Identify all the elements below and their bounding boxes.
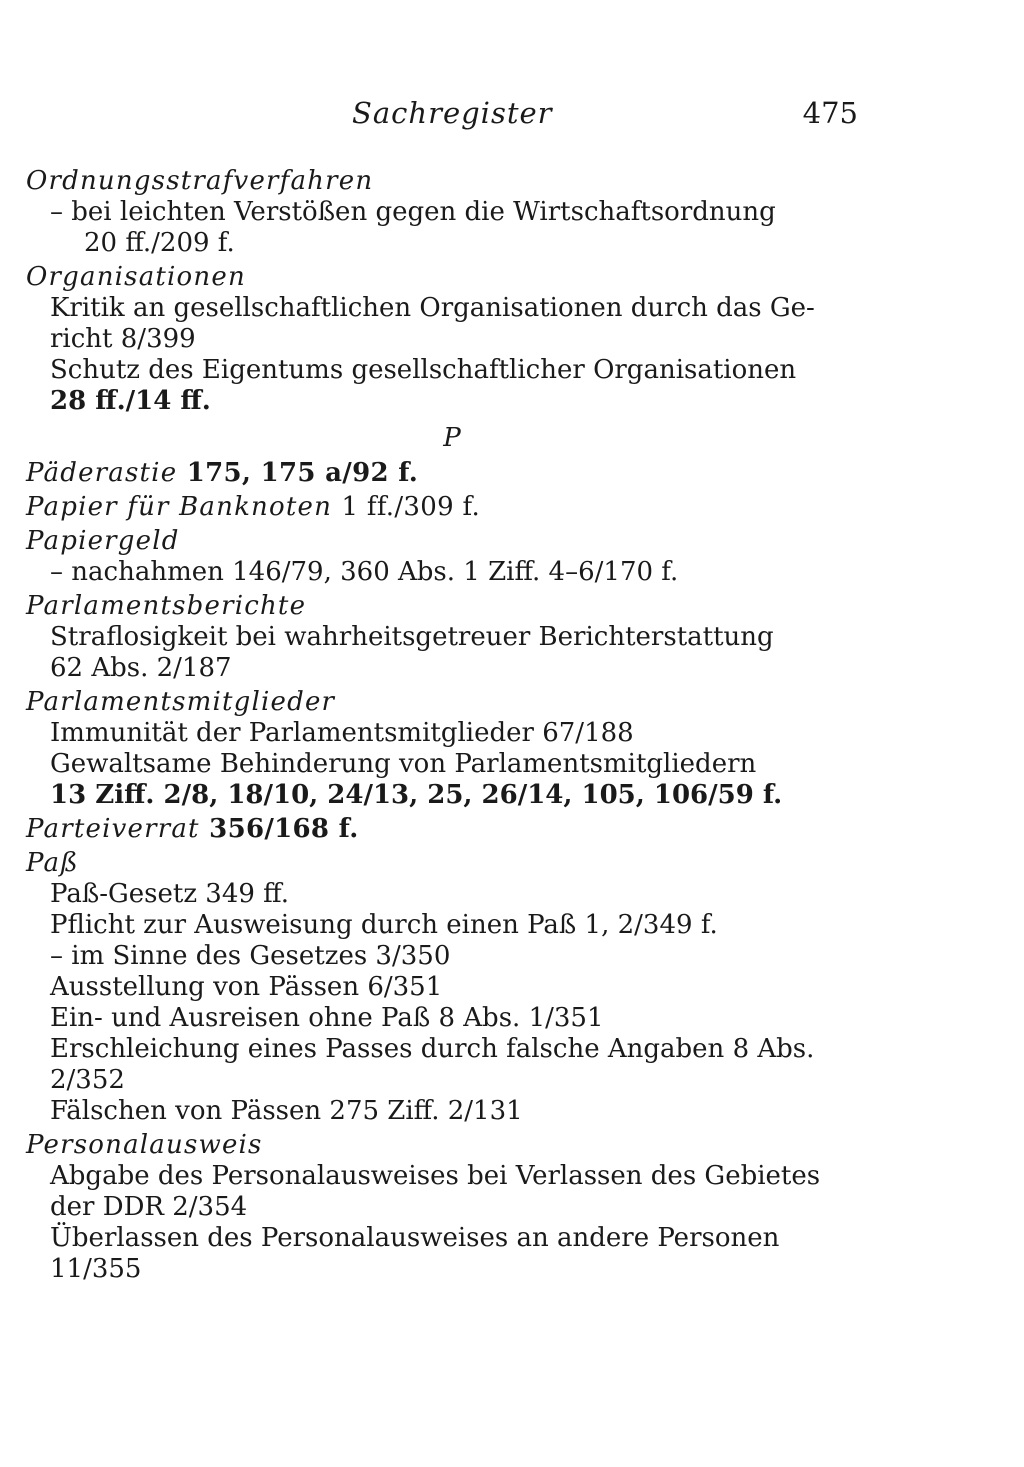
index-entry xyxy=(26,458,860,489)
index-body xyxy=(26,166,860,1288)
index-subentry: – bei leichten Verstößen gegen die Wirtschaftsordnung xyxy=(50,197,776,227)
index-subentry: 62 Abs. 2/187 xyxy=(50,653,232,683)
index-subentry: Gewaltsame Behinderung von Parlamentsmitgliedern xyxy=(50,749,757,779)
index-entry xyxy=(26,687,860,811)
index-reference: 175, 175 a/92 f. xyxy=(186,458,419,488)
index-term-line xyxy=(26,458,860,489)
index-entry xyxy=(26,814,860,845)
index-subentry: – im Sinne des Gesetzes 3/350 xyxy=(50,941,451,971)
index-subentry: 20 ff./209 f. xyxy=(84,228,235,258)
index-subentry: Fälschen von Pässen 275 Ziff. 2/131 xyxy=(50,1096,523,1126)
index-subentry: Überlassen des Personalausweises an andere Personen xyxy=(50,1223,780,1253)
index-subentry: Kritik an gesellschaftlichen Organisationen durch das Ge- xyxy=(50,293,815,323)
index-term: Parlamentsmitglieder xyxy=(26,687,336,717)
index-entry xyxy=(26,1130,860,1285)
index-subentry: Erschleichung eines Passes durch falsche Angaben 8 Abs. xyxy=(50,1034,815,1064)
index-term-line xyxy=(26,814,860,845)
index-entry xyxy=(26,848,860,1127)
index-subentry: Immunität der Parlamentsmitglieder 67/188 xyxy=(50,718,634,748)
index-term: Papiergeld xyxy=(26,526,180,556)
running-head: Sachregister xyxy=(352,96,553,130)
index-subentry: Ausstellung von Pässen 6/351 xyxy=(50,972,443,1002)
index-term: Papier für Banknoten xyxy=(26,492,333,522)
index-term: Parteiverrat xyxy=(26,814,200,844)
index-entry xyxy=(26,166,860,259)
index-term: Päderastie xyxy=(26,458,178,488)
index-reference: 356/168 f. xyxy=(209,814,359,844)
index-entry xyxy=(26,591,860,684)
index-subentry: Pflicht zur Ausweisung durch einen Paß 1, 2/349 f. xyxy=(50,910,718,940)
index-entry xyxy=(26,262,860,417)
index-subentry: 11/355 xyxy=(50,1254,142,1284)
page-header xyxy=(0,96,1024,144)
index-subentry: Abgabe des Personalausweises bei Verlassen des Gebietes xyxy=(50,1161,821,1191)
index-term: Organisationen xyxy=(26,262,246,292)
index-subentry: Schutz des Eigentums gesellschaftlicher Organisationen xyxy=(50,355,797,385)
index-subentry: 28 ff./14 ff. xyxy=(50,386,211,416)
index-entry xyxy=(26,492,860,523)
index-term-line xyxy=(26,492,860,523)
index-term: Paß xyxy=(26,848,79,878)
index-subentry: richt 8/399 xyxy=(50,324,196,354)
index-subentry: 13 Ziff. 2/8, 18/10, 24/13, 25, 26/14, 105, 106/59 f. xyxy=(50,780,783,810)
index-subentry: 2/352 xyxy=(50,1065,125,1095)
index-term: Ordnungsstrafverfahren xyxy=(26,166,374,196)
section-letter: P xyxy=(443,423,461,453)
index-subentry: Straflosigkeit bei wahrheitsgetreuer Berichterstattung xyxy=(50,622,774,652)
index-subentry: – nachahmen 146/79, 360 Abs. 1 Ziff. 4–6/170 f. xyxy=(50,557,679,587)
index-term: Parlamentsberichte xyxy=(26,591,307,621)
index-term: Personalausweis xyxy=(26,1130,263,1160)
index-subentry: Ein- und Ausreisen ohne Paß 8 Abs. 1/351 xyxy=(50,1003,604,1033)
page-number: 475 xyxy=(802,96,858,130)
index-reference: 1 ff./309 f. xyxy=(341,492,481,522)
index-subentry: Paß-Gesetz 349 ff. xyxy=(50,879,289,909)
index-entry xyxy=(26,526,860,588)
index-subentry: der DDR 2/354 xyxy=(50,1192,248,1222)
